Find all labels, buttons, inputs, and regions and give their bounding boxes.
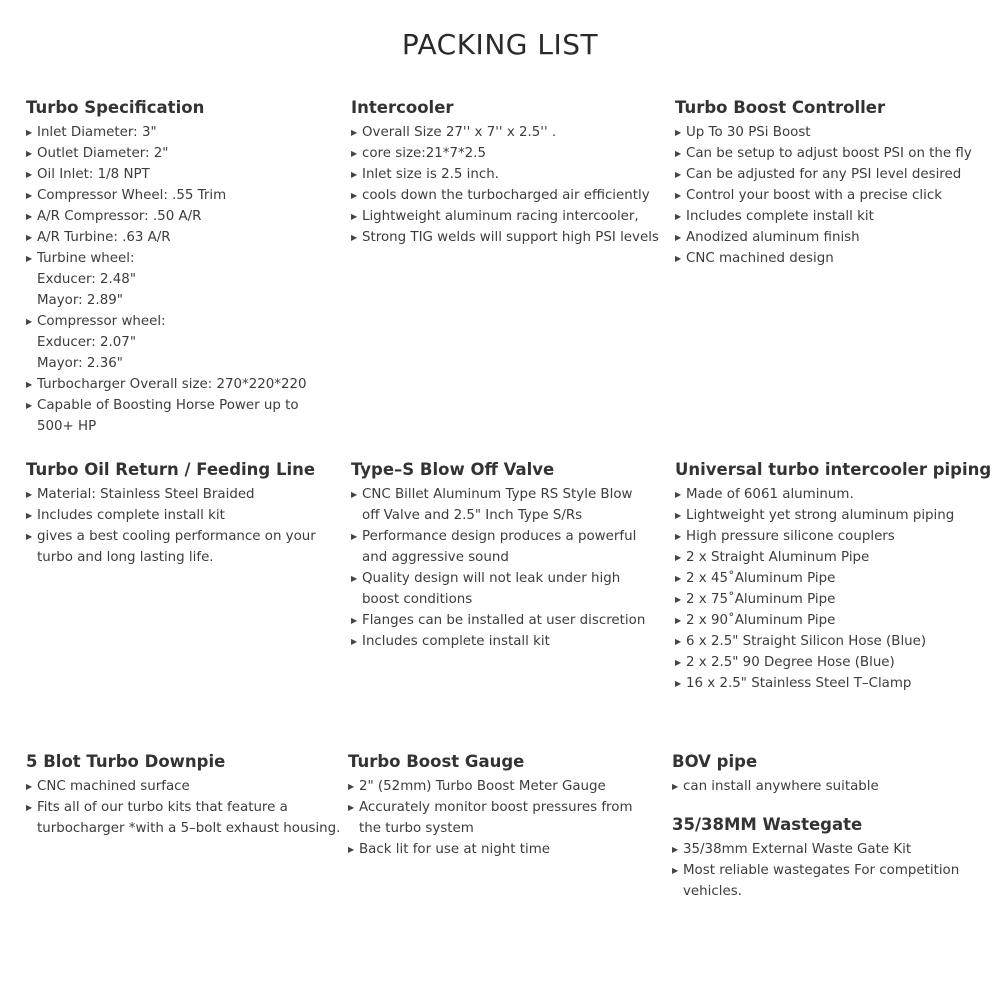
bullet-triangle-icon: ▶ xyxy=(26,128,33,137)
section-intercooler xyxy=(351,97,659,248)
list-item xyxy=(26,164,307,185)
section-title: BOV pipe xyxy=(672,752,758,771)
bullet-triangle-icon: ▶ xyxy=(672,866,679,875)
item-text: can install anywhere suitable xyxy=(683,779,879,794)
item-text: CNC machined design xyxy=(686,251,834,266)
item-list xyxy=(26,776,340,839)
item-text: 500+ HP xyxy=(37,419,97,434)
bullet-triangle-icon: ▶ xyxy=(351,637,358,646)
bullet-triangle-icon: ▶ xyxy=(351,212,358,221)
item-text: Most reliable wastegates For competition xyxy=(683,863,960,878)
section-title: Universal turbo intercooler piping xyxy=(675,460,992,479)
list-item xyxy=(26,185,307,206)
list-item xyxy=(26,526,316,568)
list-item xyxy=(26,395,307,437)
item-text: Back lit for use at night time xyxy=(359,842,551,857)
item-text: Turbine wheel: xyxy=(37,251,135,266)
list-item xyxy=(26,311,307,374)
item-text: Mayor: 2.36" xyxy=(37,356,123,371)
item-text: cools down the turbocharged air efficiently xyxy=(362,188,650,203)
item-text: Can be adjusted for any PSI level desired xyxy=(686,167,962,182)
bullet-triangle-icon: ▶ xyxy=(675,553,682,562)
list-item xyxy=(675,484,991,505)
section-turbo-oil-return xyxy=(26,459,316,568)
item-text: Compressor Wheel: .55 Trim xyxy=(37,188,227,203)
list-item xyxy=(675,673,991,694)
list-item xyxy=(675,652,991,673)
bullet-triangle-icon: ▶ xyxy=(675,637,682,646)
item-text: vehicles. xyxy=(683,884,742,899)
bullet-triangle-icon: ▶ xyxy=(675,574,682,583)
bullet-triangle-icon: ▶ xyxy=(675,149,682,158)
item-text: Made of 6061 aluminum. xyxy=(686,487,854,502)
list-item xyxy=(351,143,659,164)
list-item xyxy=(26,484,316,505)
bullet-triangle-icon: ▶ xyxy=(26,149,33,158)
bullet-triangle-icon: ▶ xyxy=(26,170,33,179)
item-text: 2 x 90˚Aluminum Pipe xyxy=(686,613,836,628)
bullet-triangle-icon: ▶ xyxy=(675,170,682,179)
bullet-triangle-icon: ▶ xyxy=(675,490,682,499)
list-item xyxy=(675,143,972,164)
bullet-triangle-icon: ▶ xyxy=(351,532,358,541)
list-item xyxy=(675,122,972,143)
item-text: 2" (52mm) Turbo Boost Meter Gauge xyxy=(359,779,606,794)
item-list xyxy=(672,776,879,797)
section-title: Turbo Specification xyxy=(26,98,205,117)
bullet-triangle-icon: ▶ xyxy=(675,595,682,604)
list-item xyxy=(672,839,959,860)
list-item xyxy=(675,526,991,547)
bullet-triangle-icon: ▶ xyxy=(351,490,358,499)
item-text: Turbocharger Overall size: 270*220*220 xyxy=(37,377,307,392)
item-text: Material: Stainless Steel Braided xyxy=(37,487,255,502)
bullet-triangle-icon: ▶ xyxy=(26,490,33,499)
list-item xyxy=(675,505,991,526)
item-text: 2 x 75˚Aluminum Pipe xyxy=(686,592,836,607)
bullet-triangle-icon: ▶ xyxy=(351,149,358,158)
item-text: Up To 30 PSi Boost xyxy=(686,125,811,140)
list-item xyxy=(26,122,307,143)
bullet-triangle-icon: ▶ xyxy=(351,616,358,625)
item-text: Quality design will not leak under high xyxy=(362,571,621,586)
item-text: 6 x 2.5" Straight Silicon Hose (Blue) xyxy=(686,634,927,649)
list-item xyxy=(675,185,972,206)
item-text: 2 x Straight Aluminum Pipe xyxy=(686,550,870,565)
section-downpipe xyxy=(26,751,340,839)
item-text: Flanges can be installed at user discretion xyxy=(362,613,646,628)
bullet-triangle-icon: ▶ xyxy=(26,532,33,541)
list-item xyxy=(675,227,972,248)
bullet-triangle-icon: ▶ xyxy=(26,254,33,263)
list-item xyxy=(675,568,991,589)
section-title: Turbo Boost Controller xyxy=(675,98,886,117)
item-text: Fits all of our turbo kits that feature a xyxy=(37,800,288,815)
item-list xyxy=(672,839,959,902)
item-text: Performance design produces a powerful xyxy=(362,529,637,544)
list-item xyxy=(351,227,659,248)
bullet-triangle-icon: ▶ xyxy=(675,532,682,541)
bullet-triangle-icon: ▶ xyxy=(675,191,682,200)
item-text: Accurately monitor boost pressures from xyxy=(359,800,633,815)
list-item xyxy=(26,248,307,311)
list-item xyxy=(675,631,991,652)
item-text: Inlet size is 2.5 inch. xyxy=(362,167,499,182)
item-list xyxy=(351,122,659,248)
item-text: Control your boost with a precise click xyxy=(686,188,942,203)
item-text: Strong TIG welds will support high PSI levels xyxy=(362,230,659,245)
item-text: Exducer: 2.48" xyxy=(37,272,136,287)
section-title: Turbo Boost Gauge xyxy=(348,752,525,771)
section-wastegate xyxy=(672,814,959,902)
list-item xyxy=(675,248,972,269)
list-item xyxy=(672,776,879,797)
bullet-triangle-icon: ▶ xyxy=(26,782,33,791)
list-item xyxy=(675,164,972,185)
item-text: Overall Size 27'' x 7'' x 2.5'' . xyxy=(362,125,557,140)
item-text: CNC machined surface xyxy=(37,779,190,794)
list-item xyxy=(348,839,633,860)
item-text: Includes complete install kit xyxy=(362,634,550,649)
list-item xyxy=(26,374,307,395)
list-item xyxy=(351,185,659,206)
bullet-triangle-icon: ▶ xyxy=(351,191,358,200)
list-item xyxy=(351,484,645,526)
item-text: off Valve and 2.5" Inch Type S/Rs xyxy=(362,508,583,523)
bullet-triangle-icon: ▶ xyxy=(675,254,682,263)
item-text: Can be setup to adjust boost PSI on the fly xyxy=(686,146,972,161)
section-bov-pipe xyxy=(672,751,879,797)
item-text: gives a best cooling performance on your xyxy=(37,529,316,544)
list-item xyxy=(348,797,633,839)
item-text: Outlet Diameter: 2" xyxy=(37,146,169,161)
list-item xyxy=(351,568,645,610)
bullet-triangle-icon: ▶ xyxy=(675,616,682,625)
item-text: boost conditions xyxy=(362,592,473,607)
list-item xyxy=(26,505,316,526)
bullet-triangle-icon: ▶ xyxy=(351,574,358,583)
bullet-triangle-icon: ▶ xyxy=(351,128,358,137)
bullet-triangle-icon: ▶ xyxy=(26,191,33,200)
list-item xyxy=(675,206,972,227)
bullet-triangle-icon: ▶ xyxy=(26,511,33,520)
item-text: 16 x 2.5" Stainless Steel T–Clamp xyxy=(686,676,912,691)
item-text: core size:21*7*2.5 xyxy=(362,146,486,161)
bullet-triangle-icon: ▶ xyxy=(675,679,682,688)
bullet-triangle-icon: ▶ xyxy=(26,212,33,221)
section-title: Turbo Oil Return / Feeding Line xyxy=(26,460,316,479)
item-list xyxy=(675,484,991,694)
bullet-triangle-icon: ▶ xyxy=(675,128,682,137)
section-title: 5 Blot Turbo Downpie xyxy=(26,752,226,771)
item-text: Includes complete install kit xyxy=(686,209,874,224)
bullet-triangle-icon: ▶ xyxy=(26,380,33,389)
item-list xyxy=(26,122,307,437)
item-list xyxy=(26,484,316,568)
item-list xyxy=(675,122,972,269)
section-title: 35/38MM Wastegate xyxy=(672,815,863,834)
item-text: Lightweight yet strong aluminum piping xyxy=(686,508,955,523)
item-text: Mayor: 2.89" xyxy=(37,293,123,308)
bullet-triangle-icon: ▶ xyxy=(26,317,33,326)
bullet-triangle-icon: ▶ xyxy=(348,782,355,791)
bullet-triangle-icon: ▶ xyxy=(26,401,33,410)
item-text: turbo and long lasting life. xyxy=(37,550,214,565)
item-text: Compressor wheel: xyxy=(37,314,166,329)
section-blow-off-valve xyxy=(351,459,645,652)
item-text: Includes complete install kit xyxy=(37,508,225,523)
list-item xyxy=(351,122,659,143)
item-text: and aggressive sound xyxy=(362,550,509,565)
item-text: Capable of Boosting Horse Power up to xyxy=(37,398,299,413)
list-item xyxy=(26,143,307,164)
list-item xyxy=(672,860,959,902)
section-intercooler-piping xyxy=(675,459,991,694)
item-list xyxy=(348,776,633,860)
item-text: turbocharger *with a 5–bolt exhaust housing. xyxy=(37,821,341,836)
list-item xyxy=(675,610,991,631)
bullet-triangle-icon: ▶ xyxy=(675,658,682,667)
item-text: Exducer: 2.07" xyxy=(37,335,136,350)
item-text: A/R Compressor: .50 A/R xyxy=(37,209,202,224)
bullet-triangle-icon: ▶ xyxy=(351,170,358,179)
list-item xyxy=(675,589,991,610)
list-item xyxy=(26,797,340,839)
item-text: Anodized aluminum finish xyxy=(686,230,860,245)
bullet-triangle-icon: ▶ xyxy=(351,233,358,242)
section-title: Intercooler xyxy=(351,98,454,117)
list-item xyxy=(351,610,645,631)
list-item xyxy=(351,631,645,652)
section-boost-gauge xyxy=(348,751,633,860)
item-text: A/R Turbine: .63 A/R xyxy=(37,230,171,245)
list-item xyxy=(351,526,645,568)
item-text: CNC Billet Aluminum Type RS Style Blow xyxy=(362,487,633,502)
list-item xyxy=(351,206,659,227)
list-item xyxy=(26,206,307,227)
section-title: Type–S Blow Off Valve xyxy=(351,460,555,479)
item-text: 2 x 45˚Aluminum Pipe xyxy=(686,571,836,586)
item-text: 2 x 2.5" 90 Degree Hose (Blue) xyxy=(686,655,895,670)
list-item xyxy=(675,547,991,568)
bullet-triangle-icon: ▶ xyxy=(26,803,33,812)
item-text: 35/38mm External Waste Gate Kit xyxy=(683,842,912,857)
bullet-triangle-icon: ▶ xyxy=(348,845,355,854)
list-item xyxy=(351,164,659,185)
page-title: PACKING LIST xyxy=(401,28,599,61)
bullet-triangle-icon: ▶ xyxy=(348,803,355,812)
bullet-triangle-icon: ▶ xyxy=(675,233,682,242)
item-text: the turbo system xyxy=(359,821,474,836)
item-text: Oil Inlet: 1/8 NPT xyxy=(37,167,150,182)
bullet-triangle-icon: ▶ xyxy=(675,212,682,221)
bullet-triangle-icon: ▶ xyxy=(672,845,679,854)
bullet-triangle-icon: ▶ xyxy=(672,782,679,791)
list-item xyxy=(26,227,307,248)
item-text: Lightweight aluminum racing intercooler, xyxy=(362,209,639,224)
item-list xyxy=(351,484,645,652)
list-item xyxy=(348,776,633,797)
list-item xyxy=(26,776,340,797)
item-text: High pressure silicone couplers xyxy=(686,529,895,544)
section-turbo-boost-controller xyxy=(675,97,972,269)
item-text: Inlet Diameter: 3" xyxy=(37,125,157,140)
bullet-triangle-icon: ▶ xyxy=(675,511,682,520)
bullet-triangle-icon: ▶ xyxy=(26,233,33,242)
section-turbo-specification xyxy=(26,97,307,437)
